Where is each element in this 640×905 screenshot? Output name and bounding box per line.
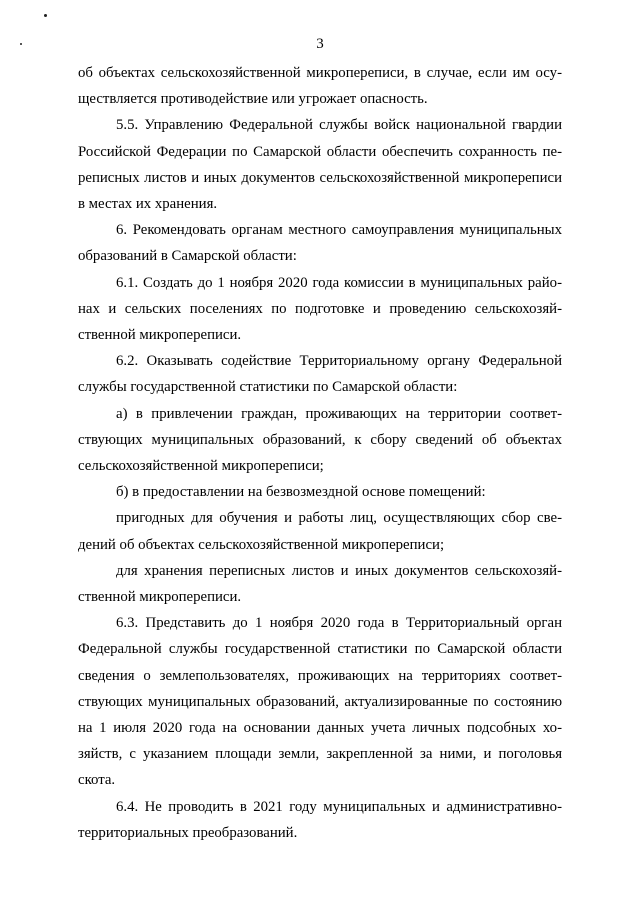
- paragraph: 6.1. Создать до 1 ноября 2020 года комиссии в муниципальных районах и сельских поселениях по подготовке и проведению сельскохозяйственной микропереписи.: [78, 274, 562, 344]
- paragraph: пригодных для обучения и работы лиц, осуществляющих сбор сведений об объектах сельскохозяйственной микропереписи;: [78, 510, 562, 553]
- paragraph: 5.5. Управлению Федеральной службы войск национальной гвардии Российской Федерации по Самарской области обеспечить сохранность переписных листов и иных документов сельскохозяйственной микропереписи в местах их хранения.: [78, 117, 562, 213]
- paragraph: 6.2. Оказывать содействие Территориальному органу Федеральной службы государственной статистики по Самарской области:: [78, 353, 562, 396]
- paragraph: об объектах сельскохозяйственной микропереписи, в случае, если им осуществляется противодействие или угрожает опасность.: [78, 65, 562, 108]
- page-number: 3: [316, 36, 324, 52]
- paragraph: б) в предоставлении на безвозмездной основе помещений:: [116, 484, 486, 501]
- paragraph: 6.4. Не проводить в 2021 году муниципальных и административно-территориальных преобразований.: [78, 798, 562, 841]
- paragraph: 6.3. Представить до 1 ноября 2020 года в Территориальный орган Федеральной службы государственной статистики по Самарской области сведения о землепользователях, проживающих на территориях соответствующих муниципальных образований, актуализированные по состоянию на 1 июля 2020 года на основании данных учета личных подсобных хозяйств, с указанием площади земли, закрепленной за ними, и поголовья скота.: [78, 615, 562, 789]
- document-body: [78, 60, 562, 846]
- paragraph: а) в привлечении граждан, проживающих на территории соответствующих муниципальных образований, к сбору сведений об объектах сельскохозяйственной микропереписи;: [78, 405, 562, 475]
- paragraph: для хранения переписных листов и иных документов сельскохозяйственной микропереписи.: [78, 562, 562, 606]
- paragraph: 6. Рекомендовать органам местного самоуправления муниципальных образований в Самарской области:: [78, 222, 562, 265]
- scan-speck: [44, 14, 47, 17]
